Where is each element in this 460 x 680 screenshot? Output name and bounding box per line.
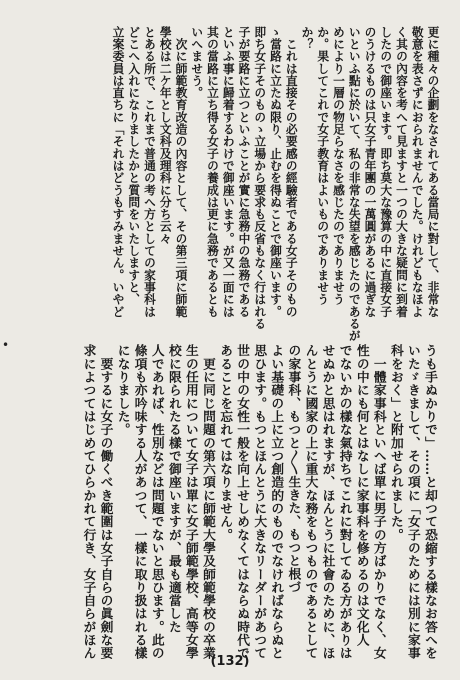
text-line: のうけるものは只女子青年團の一萬圓があるに過ぎな	[363, 26, 377, 318]
text-line: よい基礎の上に立つ創造的のものでなければならぬと	[268, 344, 284, 660]
text-line: 子が要路に立つといふことが實に急務中の急務である	[237, 26, 251, 318]
text-line: か？	[300, 26, 314, 51]
text-line: になりました。	[114, 344, 130, 437]
text-line: といふ事に歸着するわけで御座います。が又一面には	[221, 26, 236, 318]
text-line: うも手ぬかりで」……と却つて恐縮する樣なお答へを	[422, 344, 437, 660]
text-line: 敬意を表さずにおられませんでした。けれどもなほよ	[410, 26, 425, 318]
text-line: 學校は二ケ年とし文科及理科に分ち云々	[158, 26, 173, 245]
text-line: 思ひます。もつとほんとうに大きなリーダーがあつて	[251, 344, 267, 660]
text-line: あることを忘れてはなりません。	[217, 344, 233, 542]
upper-text-block	[109, 26, 440, 344]
text-line: の家事科、もつと〳〵生きた、もつと根づ	[285, 344, 301, 594]
margin-mark: •	[2, 338, 10, 352]
text-line: いへませう。	[189, 26, 204, 99]
text-line: 科をおく」と附加せられました。	[387, 344, 403, 542]
text-line: 更に同じ問題の第六項に師範大學及師範學校の卒業	[199, 344, 215, 660]
text-line: いたゞきまして、その項に「女子のためには別に家事	[404, 344, 420, 660]
text-line: したので御座います。即ち莫大な豫算の中に直接女子	[378, 26, 393, 318]
text-line: 世の中の女性一般を向上せしめなくてはならぬ時代で	[234, 344, 250, 660]
text-line: か。果してこれで女子教育はよいものでありませう	[315, 26, 330, 306]
text-line: 一體家事科といへば單に男子の方ばかりでなく、女	[370, 344, 386, 660]
text-line: とある所で、これまで普通の考へ方としての家事科は	[142, 26, 157, 318]
text-line: いといふ點に於いて、私の非常な失望を感じたのであるが	[347, 26, 362, 342]
text-line: 要するに女子の働くべき範圍は女子自らの眞劍な要	[97, 344, 113, 660]
text-line: んとうに國家の上に重大な務をもつものであるとして	[302, 344, 318, 660]
text-line: 立案委員は直ちに「それはどうもすみません。いやど	[111, 26, 125, 318]
text-line: 次に師範教育改造の內容として、その第三項に師範	[174, 26, 188, 318]
text-line: 生の任用について女子は單に女子師範學校、高等女學	[182, 344, 198, 660]
text-line: ゝ當路に立たぬ限り、止むを得ぬことで御座います。	[268, 26, 283, 318]
text-line: 性の中にも何とはなしに家事科を修めるのは文化人	[353, 344, 369, 647]
page-number: (132)	[210, 654, 250, 669]
text-line: でないかの樣な氣持ちでこれに對してゐる方がありは	[336, 344, 352, 660]
text-line: 條項も亦吟味する人があつて、一樣に取り扱はれる樣	[131, 344, 147, 660]
text-line: 更に種々の企劃をなされてある當局に對して、非常な	[426, 26, 440, 318]
text-line: 求によつてはじめてひらかれて行き、女子自らがほん	[80, 344, 96, 660]
text-line: 校に限られたる樣で御座いますが、最も適當した	[165, 344, 181, 634]
text-line: どこへ入れになりましたかと質問をいたしますと、	[126, 26, 141, 306]
text-line: 即ち女子そのものゝ立場から要求も反省もなく行はれる	[252, 26, 267, 330]
text-line: せぬかと思はれますが、ほんとうに社會のために、ほ	[319, 344, 335, 660]
text-line: めにより一層の物足らなさを感じたのでありませう	[331, 26, 346, 306]
text-line: これは直接その必要感の經驗者である女子そのもの	[284, 26, 299, 318]
text-line: 人であれば、性別などは問題でないと思ひます。此の	[148, 344, 164, 660]
text-line: く其の內容を考へて見ますと一つの大きな疑問に到着	[394, 26, 409, 318]
lower-text-block	[79, 344, 438, 662]
text-line: 其の當路に立ち得る女子の養成は更に急務であるとも	[205, 26, 220, 318]
